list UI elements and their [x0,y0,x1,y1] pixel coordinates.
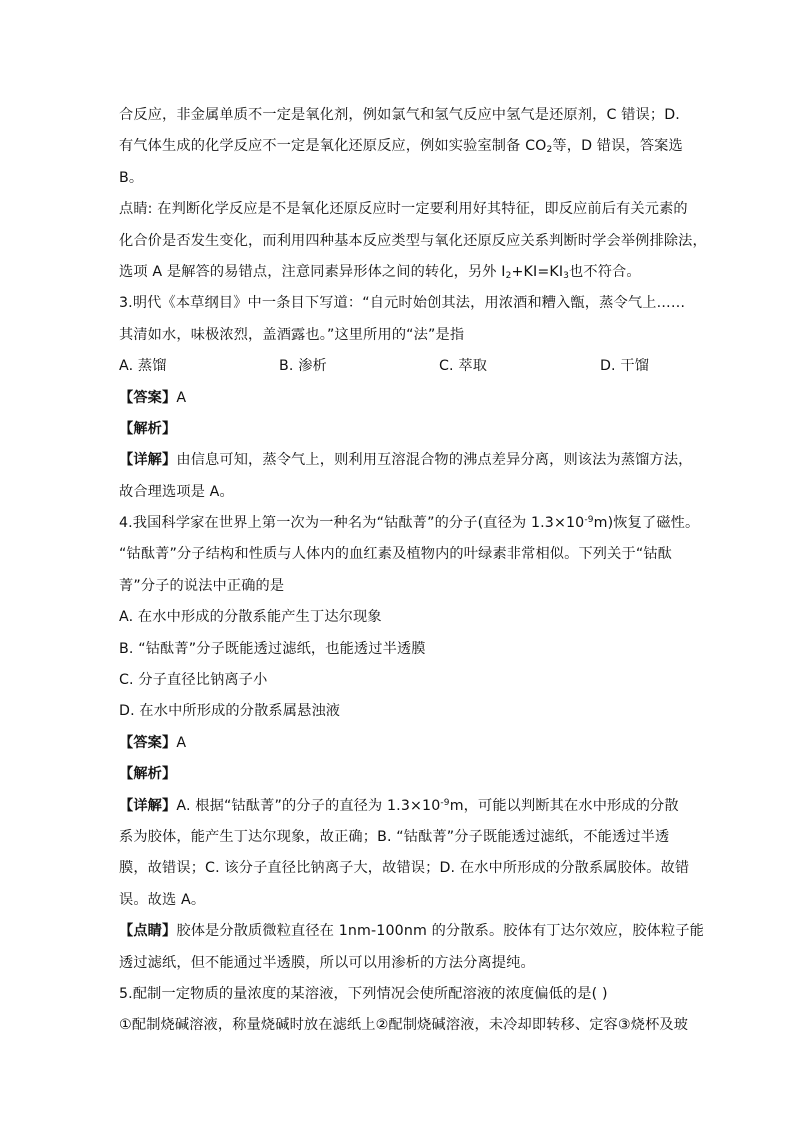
question-3-option-b: B. 渗析 [279,358,327,375]
question-3-option-d: D. 干馏 [599,358,650,375]
subscript: 2 [546,145,553,156]
question-3-stem-1: 3.明代《本草纲目》中一条目下写道：“自元时始创其法，用浓酒和糟入甑，蒸令气上…… [119,295,686,312]
question-4-stem-1: 4.我国科学家在世界上第一次为一种名为“钴酞菁”的分子(直径为 $1.3\times 10^{-9}m$)恢复了磁性。 [119,515,700,532]
question-3-option-c: C. 萃取 [439,358,488,375]
question-3-analysis-heading: 【解析】 [119,420,177,437]
question-5-stem-1: 5.配制一定物质的量浓度的某溶液，下列情况会使所配溶液的浓度偏低的是( ) [119,985,608,1002]
question-4-stem-3: 菁”分子的说法中正确的是 [119,577,285,594]
question-4-dianjing-1: 【点睛】胶体是分散质微粒直径在 1nm-100nm 的分散系。胶体有丁达尔效应，胶体粒子能 [119,923,705,940]
question-4-dianjing-2: 透过滤纸，但不能通过半透膜，所以可以用渗析的方法分离提纯。 [119,954,535,971]
question-3-options [119,351,679,382]
dianjing-line-3: 选项 A 是解答的易错点，注意同素异形体之间的转化，另外 $I_2+KI=KI_3$也不符合。 [119,263,641,281]
question-4-detail-4: 误。故选 A。 [119,891,206,908]
question-4-analysis-heading: 【解析】 [119,766,177,783]
dianjing-line-2: 化合价是否发生变化，而利用四种基本反应类型与氧化还原反应关系判断时学会举例排除法， [119,232,707,249]
dianjing-line-1: 点睛: 在判断化学反应是不是氧化还原反应时一定要利用好其特征，即反应前后有关元素的 [119,201,688,218]
question-4-detail-3: 膜，故错误；C. 该分子直径比钠离子大，故错误；D. 在水中所形成的分散系属胶体。故错 [119,860,690,877]
question-4-option-b: B. “钴酞菁”分子既能透过滤纸，也能透过半透膜 [119,640,426,657]
question-4-stem-2: “钴酞菁”分子结构和性质与人体内的血红素及植物内的叶绿素非常相似。下列关于“钴酞 [119,546,672,563]
question-5-stem-2: ①配制烧碱溶液，称量烧碱时放在滤纸上②配制烧碱溶液，未冷却即转移、定容③烧杯及玻 [119,1017,689,1034]
question-4-option-d: D. 在水中所形成的分散系属悬浊液 [119,703,341,720]
document-page [119,100,707,1042]
question-4-option-c: C. 分子直径比钠离子小 [119,672,268,689]
question-4-detail-1: 【详解】A. 根据“钴酞菁”的分子的直径为 $1.3\times 10^{-9}m$，可能以判断其在水中形成的分散 [119,797,679,814]
question-3-stem-2: 其清如水，味极浓烈，盖酒露也。”这里所用的“法”是指 [119,326,465,343]
question-3-detail-1: 【详解】由信息可知，蒸令气上，则利用互溶混合物的沸点差异分离，则该法为蒸馏方法， [119,452,693,469]
question-3-option-a: A. 蒸馏 [119,358,167,375]
text-line-1: 合反应，非金属单质不一定是氧化剂，例如氯气和氢气反应中氢气是还原剂，C 错误；D. [119,107,680,123]
question-4-detail-2: 系为胶体，能产生丁达尔现象，故正确；B. “钴酞菁”分子既能透过滤纸，不能透过半透 [119,828,670,845]
question-3-detail-2: 故合理选项是 A。 [119,483,234,500]
question-4-answer: 【答案】A [119,734,187,751]
question-3-answer: 【答案】A [119,389,187,406]
text-line-3: B。 [119,169,144,186]
text-line-2: 有气体生成的化学反应不一定是氧化还原反应，例如实验室制备 $CO_2$等，D 错误，答案选 [119,138,683,156]
question-4-option-a: A. 在水中形成的分散系能产生丁达尔现象 [119,609,382,626]
